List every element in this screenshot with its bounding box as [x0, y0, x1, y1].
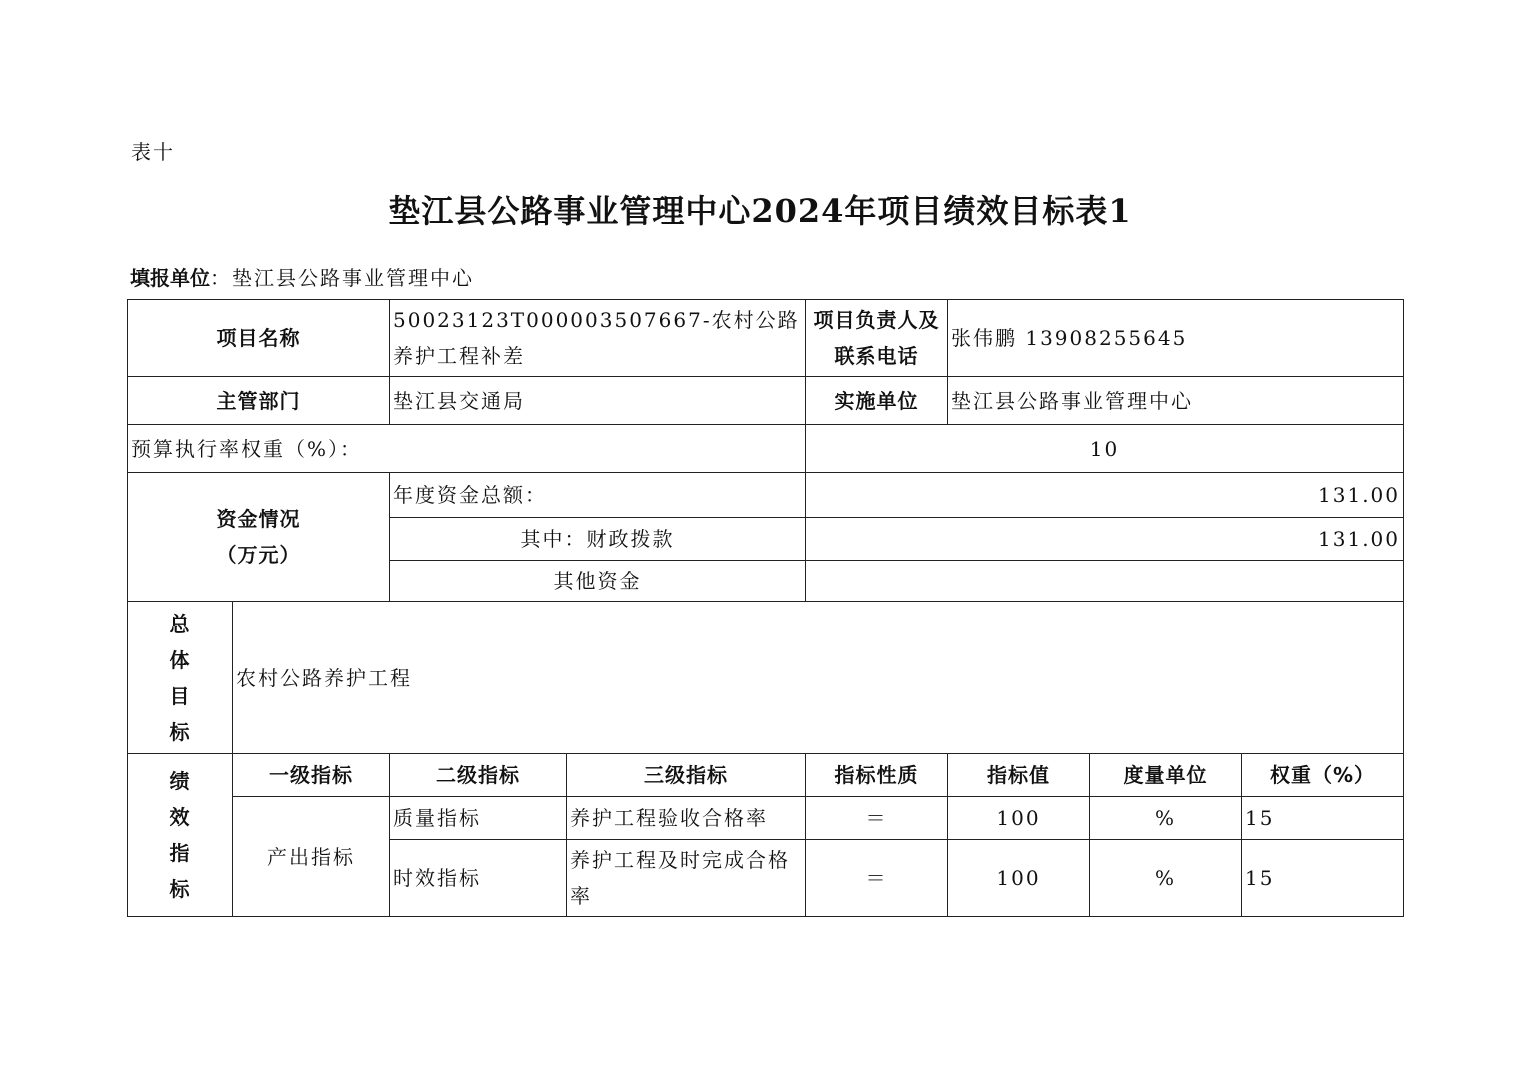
performance-table [127, 299, 1404, 917]
indicators-char: 效 [169, 805, 191, 829]
department-value: 垫江县交通局 [390, 377, 806, 425]
project-name-label: 项目名称 [128, 300, 390, 377]
level3-cell: 养护工程及时完成合格率 [567, 840, 806, 917]
project-name-value: 50023123T000003507667-农村公路养护工程补差 [390, 300, 806, 377]
budget-rate-label: 预算执行率权重（%）： [128, 425, 806, 473]
header-unit: 度量单位 [1090, 754, 1242, 797]
indicator-header-row [128, 754, 1404, 797]
table-number: 表十 [131, 140, 175, 164]
unit-cell: % [1090, 840, 1242, 917]
funds-fiscal-label: 其中：财政拨款 [390, 518, 806, 561]
value-cell: 100 [948, 797, 1090, 840]
budget-rate-value: 10 [806, 425, 1404, 473]
funds-total-value: 131.00 [806, 473, 1404, 518]
level3-cell: 养护工程验收合格率 [567, 797, 806, 840]
weight-cell: 15 [1242, 797, 1404, 840]
filling-unit-value: ：垫江县公路事业管理中心 [210, 266, 474, 290]
implementer-value: 垫江县公路事业管理中心 [948, 377, 1404, 425]
overall-goal-label [128, 602, 233, 754]
funds-label-line2: （万元） [216, 543, 301, 567]
weight-cell: 15 [1242, 840, 1404, 917]
table-row [128, 797, 1404, 840]
unit-cell: % [1090, 797, 1242, 840]
nature-cell: ＝ [806, 840, 948, 917]
header-value: 指标值 [948, 754, 1090, 797]
overall-goal-text: 农村公路养护工程 [233, 602, 1404, 754]
department-label: 主管部门 [128, 377, 390, 425]
project-owner-value: 张伟鹏 13908255645 [948, 300, 1404, 377]
funds-total-label: 年度资金总额： [390, 473, 806, 518]
funds-label [128, 473, 390, 602]
implementer-label: 实施单位 [806, 377, 948, 425]
value-cell: 100 [948, 840, 1090, 917]
nature-cell: ＝ [806, 797, 948, 840]
indicators-char: 绩 [169, 769, 191, 793]
header-level1: 一级指标 [233, 754, 390, 797]
indicators-char: 指 [169, 841, 191, 865]
funds-other-label: 其他资金 [390, 561, 806, 602]
overall-goal-char: 标 [169, 719, 191, 744]
overall-goal-char: 体 [169, 647, 191, 672]
level1-output-indicator: 产出指标 [233, 797, 390, 917]
funds-other-value [806, 561, 1404, 602]
indicators-label [128, 754, 233, 917]
funds-label-line1: 资金情况 [216, 507, 301, 531]
row-budget-rate [128, 425, 1404, 473]
row-overall-goal [128, 602, 1404, 754]
filling-unit-label: 填报单位 [130, 266, 210, 290]
project-owner-label: 项目负责人及联系电话 [806, 300, 948, 377]
row-project-name [128, 300, 1404, 377]
indicators-char: 标 [169, 877, 191, 901]
document-title: 垫江县公路事业管理中心2024年项目绩效目标表1 [388, 192, 1132, 230]
overall-goal-char: 总 [169, 611, 191, 636]
funds-fiscal-value: 131.00 [806, 518, 1404, 561]
header-level2: 二级指标 [390, 754, 567, 797]
header-weight: 权重（%） [1242, 754, 1404, 797]
row-funds-total [128, 473, 1404, 518]
level2-cell: 时效指标 [390, 840, 567, 917]
header-nature: 指标性质 [806, 754, 948, 797]
overall-goal-char: 目 [169, 683, 191, 708]
filling-unit [130, 262, 474, 291]
header-level3: 三级指标 [567, 754, 806, 797]
row-department [128, 377, 1404, 425]
level2-cell: 质量指标 [390, 797, 567, 840]
